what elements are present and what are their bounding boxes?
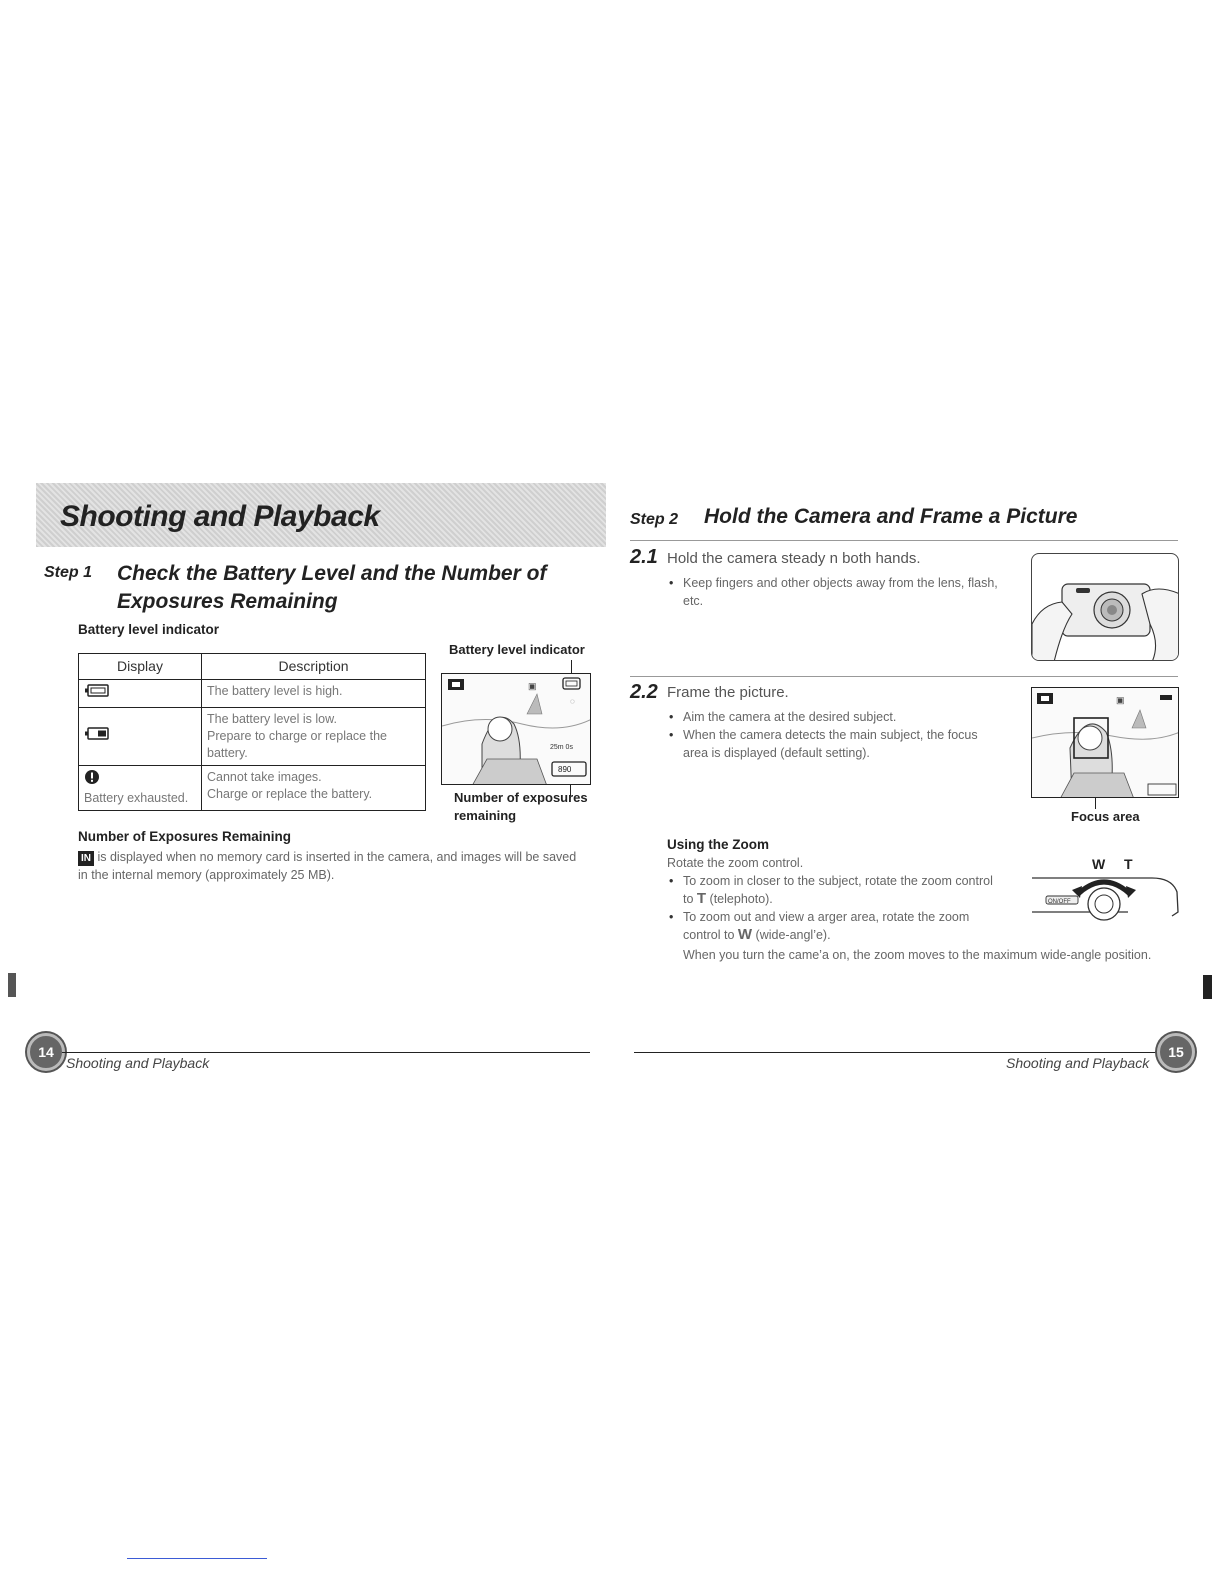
step-2-2-number: 2.2: [630, 681, 658, 703]
list-item: • To zoom out and view a arger area, rotate the zoom control to W (wide-angl’e).: [667, 908, 1027, 944]
step1-title-line2: Exposures Remaining: [117, 590, 338, 613]
camera-screen-scene: [442, 674, 591, 785]
wide-letter: W: [737, 926, 753, 943]
bottom-link-underline: [127, 1558, 267, 1559]
screen-size-readout: 25m 0s: [550, 744, 573, 751]
list-item: • Aim the camera at the desired subject.: [667, 708, 1027, 726]
svg-text:◌: ◌: [570, 697, 575, 706]
page-number-15: 15: [1157, 1033, 1195, 1071]
table-header-row: [79, 654, 426, 680]
table-cell-description: The battery level is high.: [202, 680, 426, 708]
onoff-label: ON/OFF: [1048, 899, 1071, 905]
internal-memory-icon: IN: [78, 851, 94, 866]
callout-focus-area: Focus area: [1071, 809, 1140, 824]
svg-text:▣: ▣: [528, 681, 537, 691]
exposures-text-line2: in the internal memory (approximately 25 MB).: [78, 868, 335, 882]
callout-exposures-line1: Number of exposures: [454, 790, 588, 805]
list-item: • To zoom in closer to the subject, rotate the zoom control to T (telephoto).: [667, 872, 1027, 908]
page-edge-tab: [1203, 975, 1212, 999]
list-item: • When the camera detects the main subject, the focus area is displayed (default setting).: [667, 726, 1027, 762]
exclamation-icon: [84, 769, 100, 785]
section-title: Shooting and Playback: [60, 500, 380, 533]
zoom-note: When you turn the came’a on, the zoom moves to the maximum wide-angle position.: [683, 948, 1152, 962]
table-row: [79, 680, 426, 708]
step-2-1-lead: Hold the camera steady n both hands.: [667, 550, 921, 567]
page-number-14: 14: [27, 1033, 65, 1071]
footer-rule-left: [62, 1052, 590, 1053]
exposures-subhead: Number of Exposures Remaining: [78, 829, 292, 844]
zoom-intro: Rotate the zoom control.: [667, 856, 804, 870]
step-2-2-lead: Frame the picture.: [667, 684, 789, 701]
footer-rule-right: [634, 1052, 1156, 1053]
exposures-text-line1: IN is displayed when no memory card is inserted in the camera, and images will be saved: [78, 848, 598, 866]
step-2-1-number: 2.1: [630, 546, 658, 568]
table-row: [79, 708, 426, 766]
step-2-2-divider: [630, 676, 1178, 677]
callout-battery-indicator: Battery level indicator: [449, 642, 585, 657]
hands-holding-camera-scene: [1032, 554, 1179, 661]
table-cell-description: The battery level is low. Prepare to charge or replace the battery.: [202, 708, 426, 766]
svg-text:▣: ▣: [1116, 695, 1125, 705]
step2-title: Hold the Camera and Frame a Picture: [704, 505, 1078, 528]
tele-letter: T: [696, 890, 707, 907]
table-cell-display: [79, 680, 202, 708]
callout-leader-line: [1095, 797, 1096, 809]
page-edge-tab: [8, 973, 16, 997]
zoom-subhead: Using the Zoom: [667, 837, 769, 852]
camera-screen-illustration: [441, 673, 591, 785]
list-item: • Keep fingers and other objects away from the lens, flash, etc.: [667, 574, 1027, 610]
footer-text-left: Shooting and Playback: [66, 1055, 210, 1071]
step2-divider: [630, 540, 1178, 541]
table-header-description: Description: [202, 654, 426, 680]
zoom-w-label: W: [1092, 856, 1106, 872]
step1-label: Step 1: [44, 564, 93, 581]
step1-title-line1: Check the Battery Level and the Number of: [117, 562, 547, 585]
table-cell-display: [79, 766, 202, 811]
step-2-1-bullets: [667, 574, 1027, 610]
battery-low-icon: [84, 726, 110, 742]
focus-screen-scene: [1032, 688, 1179, 798]
battery-full-icon: [84, 683, 110, 699]
callout-exposures-line2: remaining: [454, 808, 517, 823]
table-header-display: Display: [79, 654, 202, 680]
table-cell-description: Cannot take images. Charge or replace the battery.: [202, 766, 426, 811]
step2-label: Step 2: [630, 511, 679, 528]
footer-text-right: Shooting and Playback: [1006, 1055, 1150, 1071]
battery-subhead: Battery level indicator: [78, 622, 220, 637]
table-row: [79, 766, 426, 811]
step-2-2-bullets: [667, 708, 1027, 762]
screen-count-readout: 890: [558, 765, 572, 774]
focus-screen-illustration: [1031, 687, 1179, 798]
zoom-t-label: T: [1124, 856, 1133, 872]
zoom-bullets: [667, 872, 1027, 944]
battery-table: [78, 653, 426, 811]
battery-exhausted-text: Battery exhausted.: [84, 791, 189, 805]
callout-leader-line: [571, 660, 572, 674]
hold-camera-illustration: [1031, 553, 1179, 661]
zoom-lever-scene: [1032, 872, 1182, 932]
zoom-control-illustration: [1032, 852, 1182, 932]
table-cell-display: [79, 708, 202, 766]
